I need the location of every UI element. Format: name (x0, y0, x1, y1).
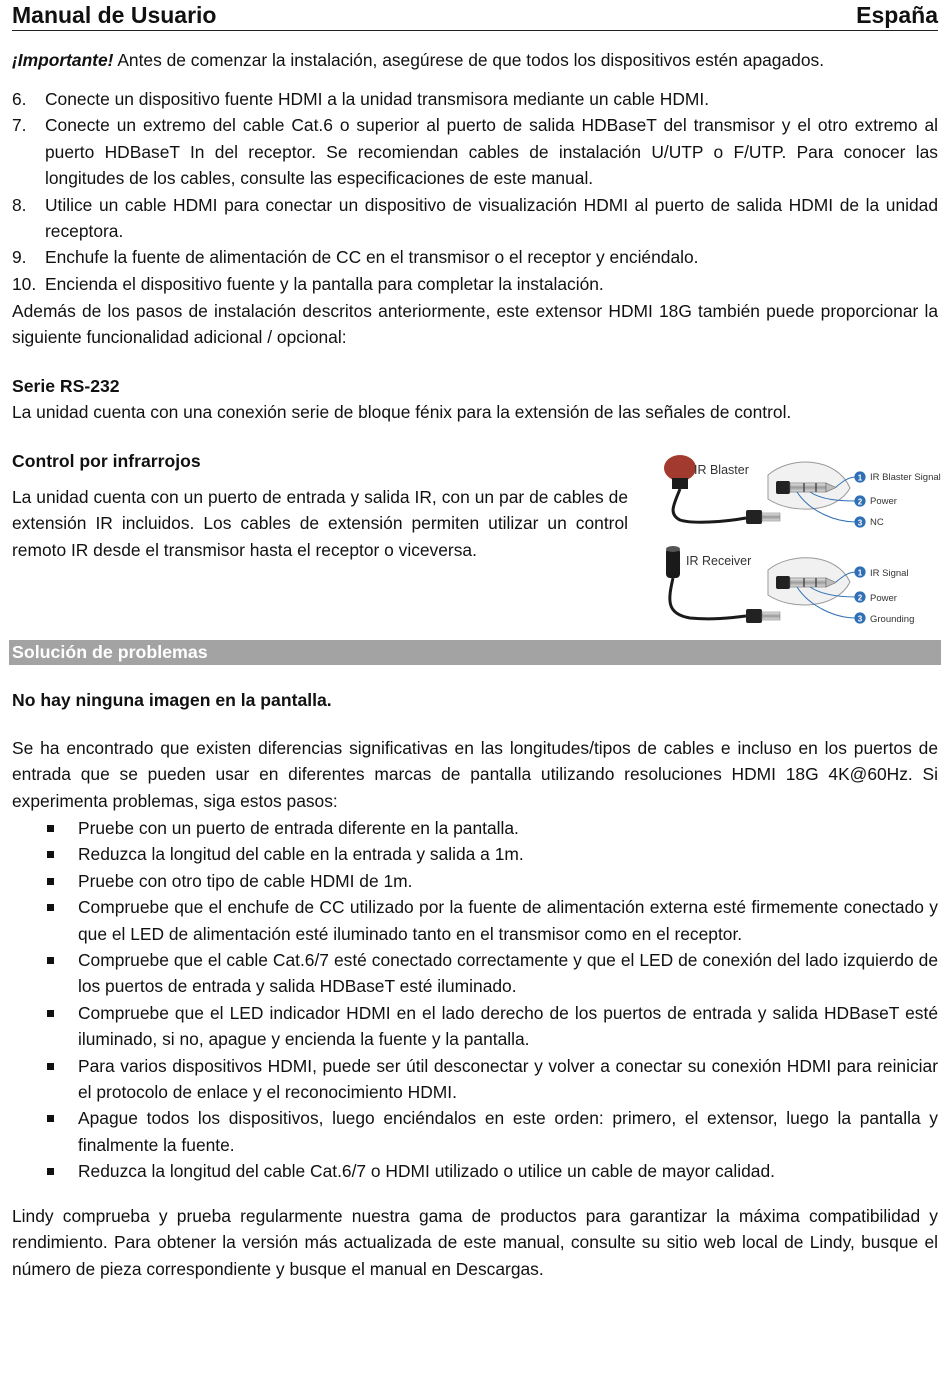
troubleshooting-intro: Se ha encontrado que existen diferencias significativas en las longitudes/tipos de cables e incluso en los puertos de entrada que se pueden usar en diferentes marcas de pantalla utilizando resoluciones HDMI 18G 4K@60Hz. Si experimenta problemas, siga estos pasos: (12, 738, 938, 811)
ir-blaster-title: IR Blaster (694, 463, 749, 477)
installation-steps (12, 86, 938, 297)
ir-blaster-diagram (664, 455, 941, 528)
svg-text:1: 1 (857, 568, 863, 578)
region-label: España (856, 2, 938, 28)
page-title: Manual de Usuario (12, 2, 217, 28)
jack-plug-icon (746, 609, 762, 623)
important-label: ¡Importante! (12, 50, 114, 70)
svg-text:1: 1 (857, 473, 863, 483)
problem-heading: No hay ninguna imagen en la pantalla. (12, 690, 332, 710)
list-item: Pruebe con un puerto de entrada diferente en la pantalla. (12, 815, 938, 841)
list-item: Apague todos los dispositivos, luego enciéndalos en este orden: primero, el extensor, luego la pantalla y finalmente la fuente. (12, 1105, 938, 1158)
ir-heading: Control por infrarrojos (12, 451, 201, 471)
step-item: 9. Enchufe la fuente de alimentación de CC en el transmisor o el receptor y enciéndalo. (12, 247, 699, 268)
list-item: Reduzca la longitud del cable en la entrada y salida a 1m. (12, 841, 938, 867)
svg-text:3: 3 (857, 614, 863, 624)
troubleshooting-steps (12, 815, 938, 1185)
svg-text:3: 3 (857, 518, 863, 528)
step-item: 7. Conecte un extremo del cable Cat.6 o superior al puerto de salida HDBaseT del transmisor y el otro extremo al puerto HDBaseT In del receptor. Se recomiendan cables de instalación U/UTP o F/UTP. Para conocer las longitudes de los cables, consulte las especificaciones de este manual. (12, 115, 938, 189)
list-item: Reduzca la longitud del cable Cat.6/7 o HDMI utilizado o utilice un cable de mayor calidad. (12, 1158, 938, 1184)
svg-text:2: 2 (857, 497, 863, 507)
svg-text:2: 2 (857, 593, 863, 603)
step-item: 10. Encienda el dispositivo fuente y la pantalla para completar la instalación. (12, 273, 604, 294)
list-item: Compruebe que el LED indicador HDMI en el lado derecho de los puertos de entrada y salida HDBaseT esté iluminado, si no, apague y encienda la fuente y la pantalla. (12, 1000, 938, 1053)
ir-blaster-pin-3-label: NC (870, 517, 884, 528)
ir-receiver-pin-2-label: Power (870, 593, 897, 604)
ir-receiver-pin-3-label: Grounding (870, 614, 915, 625)
page-header (12, 0, 938, 31)
step-item: 6. Conecte un dispositivo fuente HDMI a la unidad transmisora mediante un cable HDMI. (12, 89, 710, 109)
ir-receiver-pin-1-label: IR Signal (870, 568, 909, 579)
ir-text: La unidad cuenta con un puerto de entrada y salida IR, con un par de cables de extensión IR incluidos. Los cables de extensión permiten utilizar un control remoto IR desde el transmisor hasta el receptor o viceversa. (12, 487, 628, 560)
rs232-heading: Serie RS-232 (12, 376, 120, 396)
list-item: Para varios dispositivos HDMI, puede ser útil desconectar y volver a conectar su conexión HDMI para reiniciar el protocolo de enlace y el reconocimiento HDMI. (12, 1053, 938, 1106)
list-item: Pruebe con otro tipo de cable HDMI de 1m. (12, 868, 938, 894)
ir-receiver-diagram (666, 546, 914, 625)
ir-receiver-title: IR Receiver (686, 554, 752, 568)
additional-functionality: Además de los pasos de instalación descritos anteriormente, este extensor HDMI 18G también puede proporcionar la siguiente funcionalidad adicional / opcional: (12, 301, 938, 348)
rs232-text: La unidad cuenta con una conexión serie de bloque fénix para la extensión de las señales de control. (12, 402, 792, 422)
list-item: Compruebe que el cable Cat.6/7 esté conectado correctamente y que el LED de conexión del lado izquierdo de los puertos de entrada y salida HDBaseT esté iluminado. (12, 947, 938, 1000)
ir-blaster-head-icon (664, 455, 696, 481)
step-item: 8. Utilice un cable HDMI para conectar un dispositivo de visualización HDMI al puerto de salida HDMI de la unidad receptora. (12, 194, 938, 242)
ir-cable-figure (650, 452, 950, 630)
important-notice (12, 47, 938, 73)
list-item: Compruebe que el enchufe de CC utilizado por la fuente de alimentación externa esté firmemente conectado y que el LED de alimentación esté iluminado tanto en el transmisor como en el receptor. (12, 894, 938, 947)
ir-blaster-pin-1-label: IR Blaster Signal (870, 472, 941, 483)
ir-receiver-head-icon (666, 548, 680, 578)
troubleshooting-section-title: Solución de problemas (9, 640, 941, 665)
important-text: Antes de comenzar la instalación, asegúrese de que todos los dispositivos estén apagados. (113, 50, 825, 70)
ir-blaster-pin-2-label: Power (870, 496, 897, 507)
closing-paragraph: Lindy comprueba y prueba regularmente nuestra gama de productos para garantizar la máxima compatibilidad y rendimiento. Para obtener la versión más actualizada de este manual, consulte su sitio web local de Lindy, busque el número de pieza correspondiente y busque el manual en Descargas. (12, 1206, 938, 1279)
jack-plug-icon (746, 510, 762, 524)
